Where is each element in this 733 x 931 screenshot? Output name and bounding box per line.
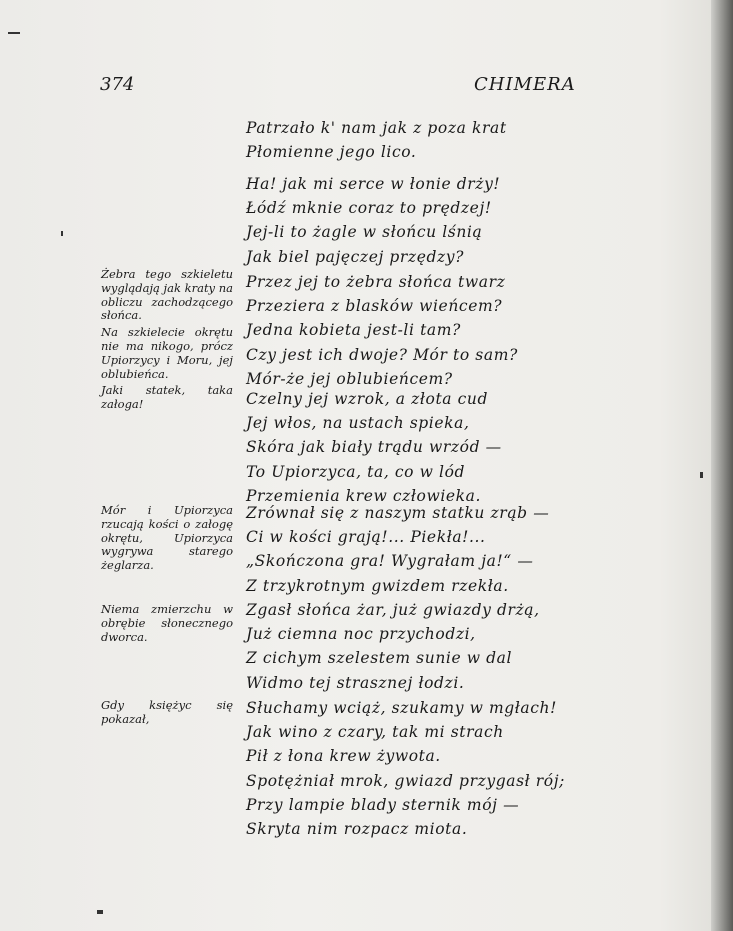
stanza <box>246 501 576 598</box>
page-number: 374 <box>100 74 135 95</box>
verse-line: Przeziera z blasków wieńcem? <box>246 297 503 316</box>
margin-gloss <box>101 699 233 730</box>
stanza <box>246 387 576 508</box>
stanza <box>246 696 576 841</box>
verse-line: Płomienne jego lico. <box>246 143 417 162</box>
running-title: CHIMERA <box>474 74 576 95</box>
gloss-paragraph: Żebra tego szkieletu wyglądają jak kraty na obliczu zachodzącego słońca. <box>101 267 233 323</box>
gloss-paragraph: Niema zmierzchu w obrębie słonecznego dworca. <box>101 602 233 644</box>
gloss-paragraph: Jaki statek, taka załoga! <box>101 383 233 412</box>
verse-line: Jak biel pajęczej przędzy? <box>246 247 465 266</box>
gloss-paragraph: Gdy księżyc się pokazał, <box>101 698 233 726</box>
gloss-paragraph: Mór i Upiorzyca rzucają kości o załogę okrętu, Upiorzyca wygrywa starego żeglarza. <box>101 503 233 573</box>
ink-speck <box>97 910 103 914</box>
page-edge-shadow <box>711 0 733 931</box>
verse-line: To Upiorzyca, ta, co w lód <box>246 462 466 481</box>
verse-line: Łódź mknie coraz to prędzej! <box>246 199 492 218</box>
verse-line: Z cichym szelestem sunie w dal <box>246 649 513 668</box>
verse-line: Czelny jej wzrok, a złota cud <box>246 390 489 408</box>
verse-line: Pił z łona krew żywota. <box>246 747 441 766</box>
verse-line: Spotężniał mrok, gwiazd przygasł rój; <box>246 771 565 790</box>
verse-line: Z trzykrotnym gwizdem rzekła. <box>246 576 509 595</box>
ink-speck <box>61 231 63 236</box>
margin-gloss <box>101 603 233 647</box>
margin-gloss <box>101 268 233 415</box>
verse-line: Widmo tej strasznej łodzi. <box>246 673 465 692</box>
verse-line: Czy jest ich dwoje? Mór to sam? <box>246 345 518 364</box>
verse-line: Przy lampie blady sternik mój — <box>246 795 520 814</box>
verse-line: Zgasł słońca żar, już gwiazdy drżą, <box>246 601 540 619</box>
stanza <box>246 598 576 695</box>
verse-line: Zrównał się z naszym statku zrąb — <box>246 504 550 522</box>
verse-line: Patrzało k' nam jak z poza krat <box>246 119 507 137</box>
ink-speck <box>8 32 20 34</box>
verse-line: Ci w kości grają!... Piekła!... <box>246 528 486 547</box>
stanza <box>246 270 576 391</box>
verse-line: Jak wino z czary, tak mi strach <box>246 723 504 742</box>
verse-line: Już ciemna noc przychodzi, <box>246 625 476 644</box>
verse-line: „Skończona gra! Wygrałam ja!“ — <box>246 552 534 571</box>
verse-line: Przemienia krew człowieka. <box>246 486 482 505</box>
verse-line: Jej-li to żagle w słońcu lśnią <box>246 223 483 242</box>
verse-line: Słuchamy wciąż, szukamy w mgłach! <box>246 699 557 717</box>
verse-line: Skóra jak biały trądu wrzód — <box>246 438 502 457</box>
verse-line: Jedna kobieta jest-li tam? <box>246 321 461 340</box>
verse-line: Ha! jak mi serce w łonie drży! <box>246 175 501 193</box>
stanza <box>246 172 576 269</box>
verse-line: Przez jej to żebra słońca twarz <box>246 273 506 291</box>
gloss-paragraph: Na szkielecie okrętu nie ma nikogo, prócz Upiorzycy i Moru, jej oblubieńca. <box>101 325 233 381</box>
ink-speck <box>700 472 703 478</box>
margin-gloss <box>101 504 233 576</box>
stanza <box>246 116 576 164</box>
verse-line: Skryta nim rozpacz miota. <box>246 820 468 839</box>
verse-line: Jej włos, na ustach spieka, <box>246 414 470 433</box>
verse-line: Mór-że jej oblubieńcem? <box>246 369 453 388</box>
